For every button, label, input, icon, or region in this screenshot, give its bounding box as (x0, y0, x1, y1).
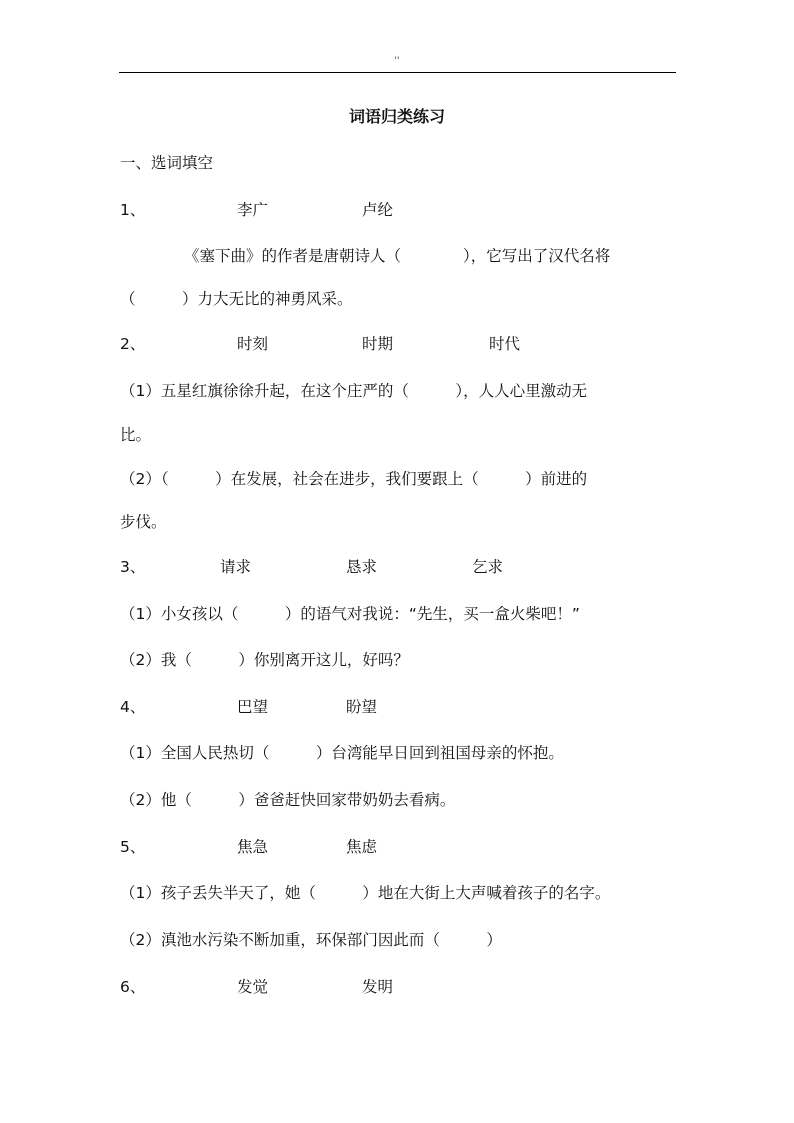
question-4-word-1: 巴望 (237, 698, 269, 716)
question-1-sentence-line-2: （ ）力大无比的神勇风采。 (120, 290, 353, 308)
question-3-word-1: 请求 (220, 558, 252, 576)
question-1-number: 1、 (120, 201, 146, 219)
question-2-word-1: 时刻 (237, 335, 269, 353)
question-5-number: 5、 (120, 838, 146, 856)
question-2-word-2: 时期 (362, 335, 394, 353)
question-3-number: 3、 (120, 558, 146, 576)
question-5-sentence-2: （2）滇池水污染不断加重，环保部门因此而（ ） (120, 931, 502, 949)
question-3-sentence-2: （2）我（ ）你别离开这儿，好吗？ (120, 651, 409, 669)
question-3-word-2: 恳求 (346, 558, 378, 576)
question-4-word-2: 盼望 (346, 698, 378, 716)
section-heading: 一、选词填空 (120, 154, 214, 172)
question-2-sentence-2-line-2: 步伐。 (120, 513, 167, 531)
question-2-number: 2、 (120, 335, 146, 353)
question-2-sentence-1-line-1: （1）五星红旗徐徐升起，在这个庄严的（ ），人人心里激动无 (120, 382, 588, 400)
question-4-number: 4、 (120, 698, 146, 716)
question-1-sentence-line-1: 《塞下曲》的作者是唐朝诗人（ ），它写出了汉代名将 (184, 247, 611, 265)
question-3-sentence-1: （1）小女孩以（ ）的语气对我说：“先生，买一盒火柴吧！” (120, 605, 580, 623)
question-6-number: 6、 (120, 978, 146, 996)
question-5-word-1: 焦急 (237, 838, 269, 856)
question-4-sentence-1: （1）全国人民热切（ ）台湾能早日回到祖国母亲的怀抱。 (120, 744, 564, 762)
question-2-sentence-1-line-2: 比。 (120, 426, 152, 444)
question-2-sentence-2-line-1: （2）（ ）在发展，社会在进步，我们要跟上（ ）前进的 (120, 470, 588, 488)
question-6-word-2: 发明 (362, 978, 394, 996)
question-5-word-2: 焦虑 (346, 838, 378, 856)
header-rule (119, 72, 676, 73)
question-1-word-1: 李广 (237, 201, 269, 219)
question-6-word-1: 发觉 (237, 978, 269, 996)
question-2-word-3: 时代 (489, 335, 521, 353)
page-header-mark: '' (394, 56, 400, 66)
document-title: 词语归类练习 (348, 107, 445, 126)
question-5-sentence-1: （1）孩子丢失半天了，她（ ）地在大街上大声喊着孩子的名字。 (120, 884, 611, 902)
question-1-word-2: 卢纶 (362, 201, 394, 219)
question-4-sentence-2: （2）他（ ）爸爸赶快回家带奶奶去看病。 (120, 791, 456, 809)
question-3-word-3: 乞求 (472, 558, 504, 576)
